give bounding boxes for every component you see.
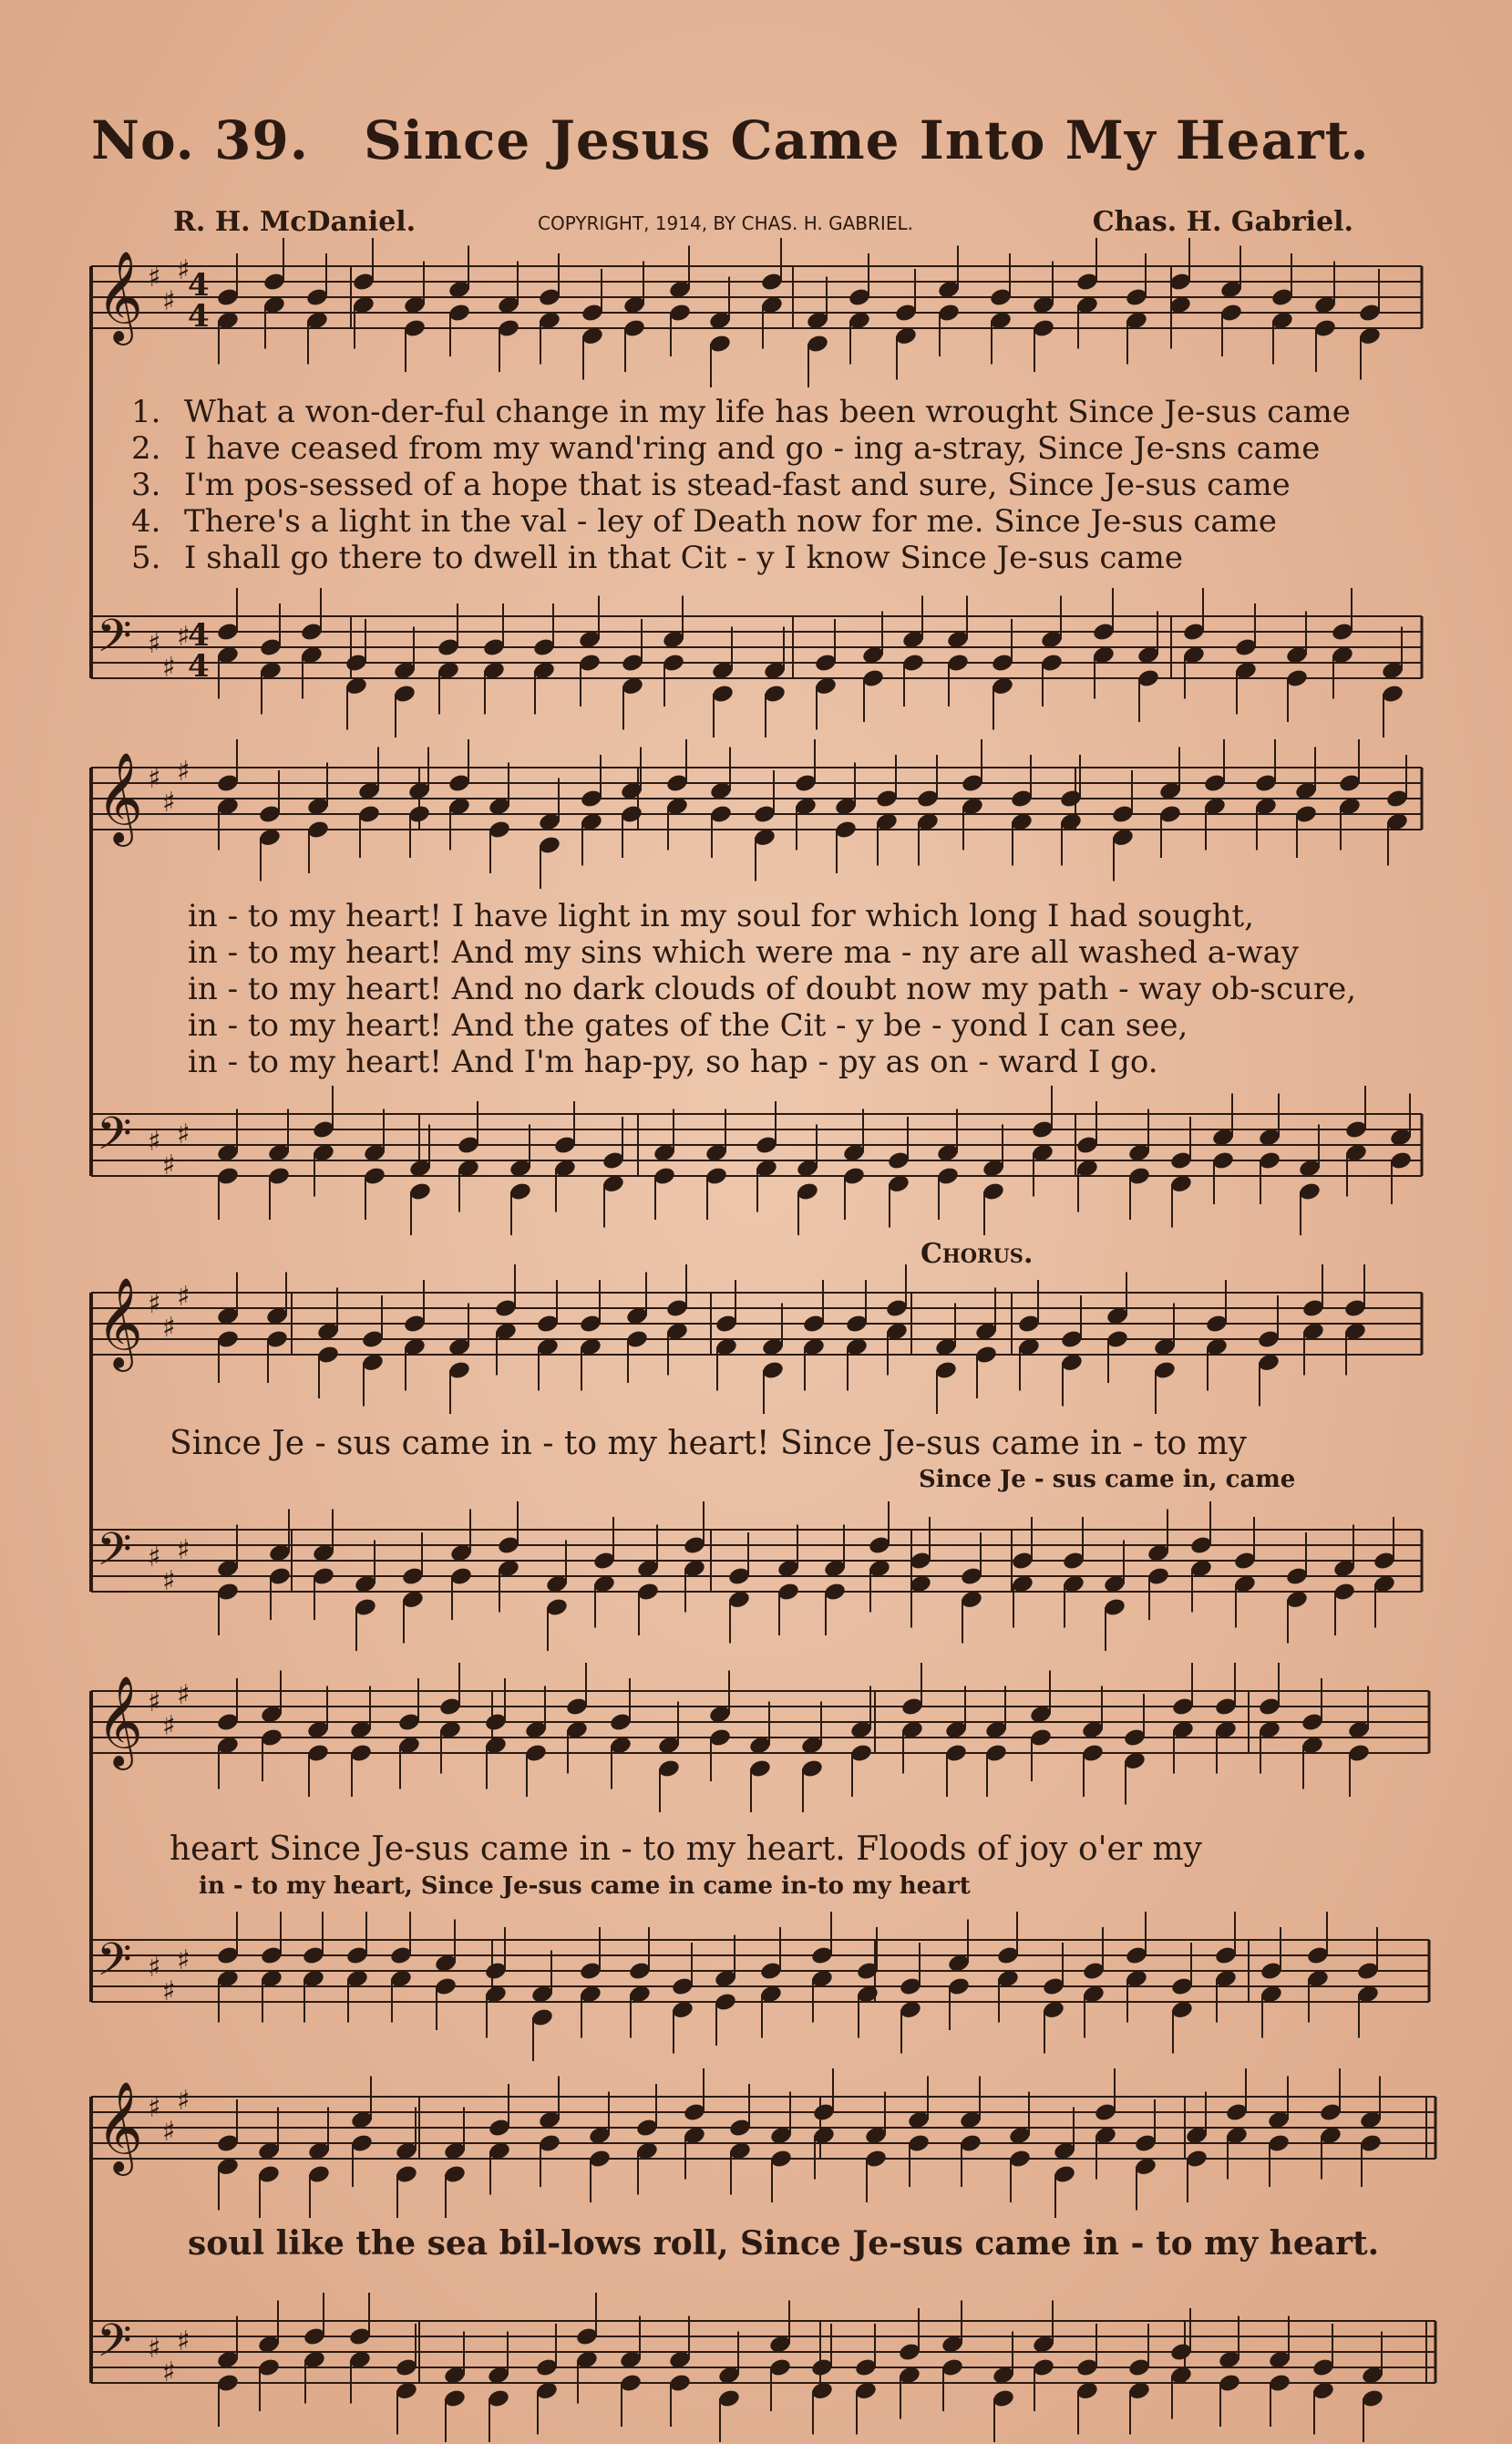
sharp-icon: ♯ [162,285,176,317]
sharp-icon: ♯ [162,1975,176,2007]
sharp-icon: ♯ [177,621,190,653]
verse-text: in - to my heart! I have light in my soul for which long I had sought, [188,898,1254,934]
sharp-icon: ♯ [162,2116,176,2148]
verse-text: I shall go there to dwell in that Cit - y I know Since Je-sus came [184,540,1184,576]
bass-clef-icon: 𝄢 [97,610,132,674]
sharp-icon: ♯ [177,1281,190,1313]
sharp-icon: ♯ [162,1150,176,1181]
sharp-icon: ♯ [177,756,190,788]
sharp-icon: ♯ [148,1288,161,1320]
time-signature: 4 [188,298,210,335]
sharp-icon: ♯ [162,1710,176,1742]
chorus-line2-alto: in - to my heart, Since Je-sus came in came in-to my heart [199,1872,971,1900]
verse-text: in - to my heart! And no dark clouds of doubt now my path - way ob-scure, [188,971,1357,1007]
sharp-icon: ♯ [148,1126,161,1158]
sharp-icon: ♯ [162,2356,176,2388]
sharp-icon: ♯ [162,652,176,684]
composer: Chas. H. Gabriel. [1092,206,1353,238]
sharp-icon: ♯ [148,1686,161,1718]
verse-text: What a won-der-ful change in my life has been wrought Since Je-sus came [184,394,1351,430]
treble-clef-icon: 𝄞 [97,1676,143,1767]
chorus-line3: soul like the sea bil-lows roll, Since Je-sus came in - to my heart. [188,2224,1380,2263]
sharp-icon: ♯ [148,628,161,660]
sharp-icon: ♯ [177,2325,190,2357]
verse-text: in - to my heart! And I'm hap-py, so hap - py as on - ward I go. [188,1044,1158,1080]
sharp-icon: ♯ [177,2085,190,2117]
sharp-icon: ♯ [148,1952,161,1984]
sharp-icon: ♯ [148,2092,161,2124]
sharp-icon: ♯ [177,1119,190,1150]
lyricist: R. H. McDaniel. [173,206,417,238]
verse-number: 5. [131,540,161,576]
sharp-icon: ♯ [162,1312,176,1344]
verse-number: 3. [131,467,161,503]
sharp-icon: ♯ [148,262,161,294]
sharp-icon: ♯ [148,1542,161,1573]
bass-clef-icon: 𝄢 [97,2315,132,2378]
verse-text: in - to my heart! And my sins which were ma - ny are all washed a-way [188,934,1300,971]
sharp-icon: ♯ [177,1679,190,1711]
chorus-label: Chorus. [921,1238,1034,1270]
chorus-line1: Since Je - sus came in - to my heart! Since Je-sus came in - to my [170,1425,1248,1462]
chorus-line2: heart Since Je-sus came in - to my heart. Floods of joy o'er my [170,1830,1202,1868]
treble-clef-icon: 𝄞 [97,2081,143,2172]
verse-number: 1. [131,394,161,430]
hymn-title-text: Since Jesus Came Into My Heart. [363,109,1370,171]
sharp-icon: ♯ [162,1565,176,1597]
treble-clef-icon: 𝄞 [97,251,143,342]
verse-text: I'm pos-sessed of a hope that is stead-fast and sure, Since Je-sus came [184,467,1291,503]
sharp-icon: ♯ [148,763,161,795]
verse-number: 2. [131,430,161,467]
verse-number: 4. [131,503,161,540]
time-signature: 4 [188,617,210,654]
verse-text: There's a light in the val - ley of Death now for me. Since Je-sus came [184,503,1277,540]
copyright-notice: COPYRIGHT, 1914, BY CHAS. H. GABRIEL. [538,212,913,234]
bass-clef-icon: 𝄢 [97,1934,132,1997]
time-signature: 4 [188,267,210,304]
sharp-icon: ♯ [148,2333,161,2365]
verse-text: I have ceased from my wand'ring and go - ing a-stray, Since Je-sns came [184,430,1321,467]
hymn-number: No. 39. [91,109,309,171]
sharp-icon: ♯ [162,787,176,819]
bass-clef-icon: 𝄢 [97,1523,132,1587]
sharp-icon: ♯ [177,1534,190,1566]
sharp-icon: ♯ [177,254,190,286]
treble-clef-icon: 𝄞 [97,1277,143,1368]
bass-clef-icon: 𝄢 [97,1108,132,1171]
verse-text: in - to my heart! And the gates of the Cit - y be - yond I can see, [188,1007,1188,1044]
chorus-line1-alto: Since Je - sus came in, came [919,1466,1296,1493]
time-signature: 4 [188,648,210,685]
sharp-icon: ♯ [177,1944,190,1976]
treble-clef-icon: 𝄞 [97,752,143,843]
